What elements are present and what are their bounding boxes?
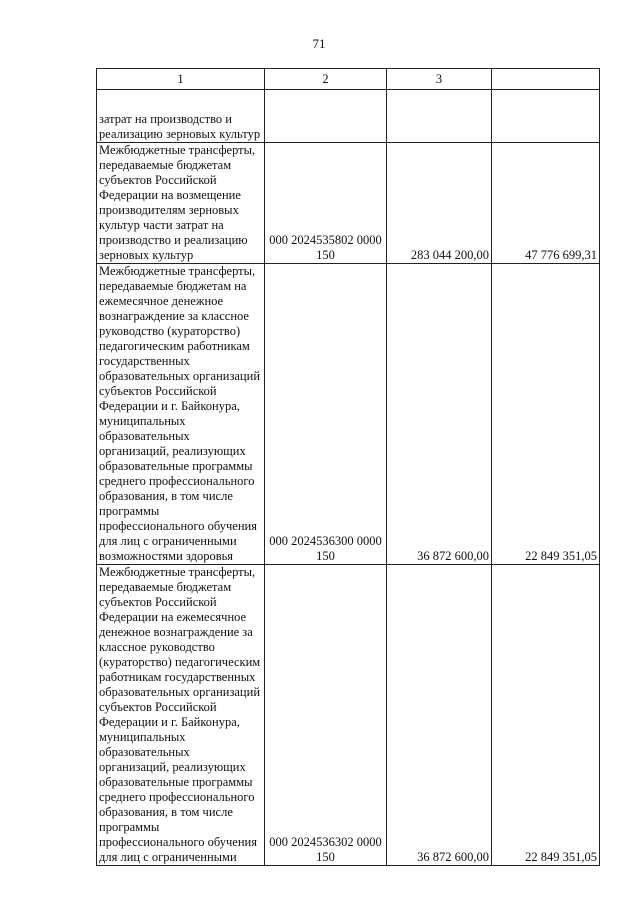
row-sum-planned: 36 872 600,00 [387,264,492,565]
budget-table [96,68,600,866]
row-code [265,90,387,143]
table-row [97,90,600,143]
column-header-1: 1 [97,69,265,90]
row-sum-executed: 22 849 351,05 [492,565,600,866]
row-name: Межбюджетные трансферты, передаваемые бюджетам субъектов Российской Федерации на ежемесячное денежное вознаграждение за классное руководство (кураторство) педагогическим работникам государственных образовательных организаций субъектов Российской Федерации и г. Байконура, муниципальных образовательных организаций, реализующих образовательные программы среднего профессионального образования, в том числе программы профессионального обучения для лиц с ограниченными [97,565,265,866]
page-number: 71 [312,36,326,51]
table-header-row [97,69,600,90]
row-sum-executed: 22 849 351,05 [492,264,600,565]
table-row [97,143,600,264]
column-header-2: 2 [265,69,387,90]
row-name: Межбюджетные трансферты, передаваемые бюджетам субъектов Российской Федерации на возмещение производителям зерновых культур части затрат на производство и реализацию зерновых культур [97,143,265,264]
table-row [97,264,600,565]
row-code: 000 2024536300 0000 150 [265,264,387,565]
row-sum-executed [492,90,600,143]
row-name: Межбюджетные трансферты, передаваемые бюджетам на ежемесячное денежное вознаграждение за классное руководство (кураторство) педагогическим работникам государственных образовательных организаций субъектов Российской Федерации и г. Байконура, муниципальных образовательных организаций, реализующих образовательные программы среднего профессионального образования, в том числе программы профессионального обучения для лиц с ограниченными возможностями здоровья [97,264,265,565]
row-code: 000 2024535802 0000 150 [265,143,387,264]
row-name: затрат на производство и реализацию зерновых культур [97,90,265,143]
column-header-4 [492,69,600,90]
row-sum-executed: 47 776 699,31 [492,143,600,264]
table-row [97,565,600,866]
row-sum-planned: 36 872 600,00 [387,565,492,866]
row-sum-planned: 283 044 200,00 [387,143,492,264]
column-header-3: 3 [387,69,492,90]
row-sum-planned [387,90,492,143]
row-code: 000 2024536302 0000 150 [265,565,387,866]
